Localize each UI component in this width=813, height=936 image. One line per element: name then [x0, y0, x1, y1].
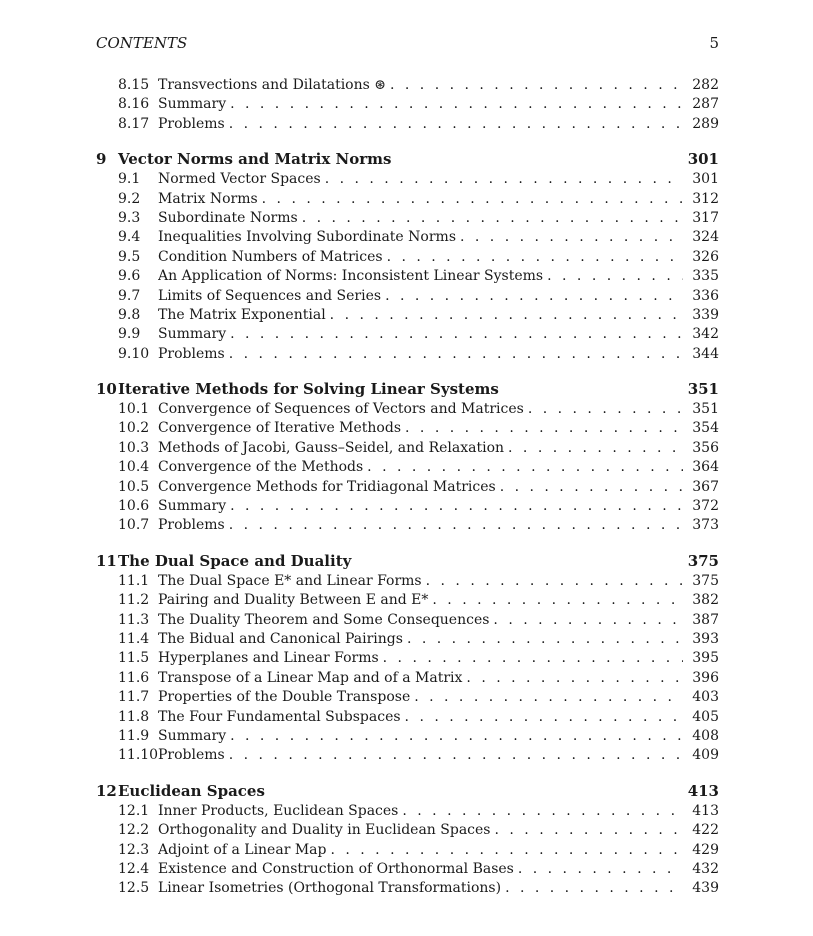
chapter-title: The Dual Space and Duality: [118, 551, 352, 570]
chapter-page: 375: [687, 551, 719, 570]
section-page: 429: [683, 841, 719, 860]
section-number: 11.8: [118, 708, 150, 725]
section-number: 12.2: [118, 822, 150, 839]
section-number: 11.7: [118, 689, 150, 706]
entry-leader-line: [158, 95, 719, 114]
section-page: 422: [683, 821, 719, 840]
toc-chapter: [0, 551, 813, 766]
section-number: 11.9: [118, 727, 150, 744]
section-page: 289: [683, 115, 719, 134]
entry-leader-line: [158, 497, 719, 516]
toc-entry[interactable]: [0, 591, 813, 610]
section-title: Summary: [158, 325, 230, 344]
section-number: 9.2: [118, 190, 141, 207]
toc-entry[interactable]: [0, 458, 813, 477]
toc-entry[interactable]: [0, 516, 813, 535]
dot-leader: [262, 190, 683, 209]
section-title: Convergence of the Methods: [158, 458, 367, 477]
toc-entry[interactable]: [0, 630, 813, 649]
section-number: 9.9: [118, 326, 141, 343]
chapter-title: Euclidean Spaces: [118, 781, 265, 800]
entry-leader-line: [158, 802, 719, 821]
section-page: 339: [683, 306, 719, 325]
entry-leader-line: [158, 478, 719, 497]
entry-leader-line: [158, 746, 719, 765]
dot-leader: [387, 248, 683, 267]
toc-entry[interactable]: [0, 287, 813, 306]
dot-leader: [229, 115, 683, 134]
section-title: Hyperplanes and Linear Forms: [158, 649, 383, 668]
entry-leader-line: [158, 669, 719, 688]
toc-entry[interactable]: [0, 708, 813, 727]
section-page: 393: [683, 630, 719, 649]
entry-leader-line: [158, 190, 719, 209]
dot-leader: [460, 228, 683, 247]
entry-leader-line: [158, 76, 719, 95]
toc-entry[interactable]: [0, 306, 813, 325]
section-number: 11.1: [118, 572, 150, 589]
toc-entry[interactable]: [0, 190, 813, 209]
section-number: 9.6: [118, 268, 141, 285]
section-page: 356: [683, 439, 719, 458]
section-title: Convergence Methods for Tridiagonal Matrices: [158, 478, 500, 497]
chapter-number: 9: [96, 150, 107, 169]
chapter-page: 351: [687, 380, 719, 399]
section-page: 405: [683, 708, 719, 727]
dot-leader: [508, 439, 683, 458]
section-number: 12.3: [118, 841, 150, 858]
dot-leader: [230, 95, 683, 114]
section-title: The Dual Space E* and Linear Forms: [158, 572, 426, 591]
toc-entry[interactable]: [0, 209, 813, 228]
section-page: 282: [683, 76, 719, 95]
section-title: Properties of the Double Transpose: [158, 688, 414, 707]
dot-leader: [493, 611, 683, 630]
toc-entry[interactable]: [0, 170, 813, 189]
section-title: Methods of Jacobi, Gauss–Seidel, and Relaxation: [158, 439, 508, 458]
toc-entry[interactable]: [0, 746, 813, 765]
section-title: Pairing and Duality Between E and E*: [158, 591, 432, 610]
section-number: 8.15: [118, 77, 150, 93]
entry-leader-line: [158, 325, 719, 344]
entry-leader-line: [158, 287, 719, 306]
entry-leader-line: [158, 209, 719, 228]
section-number: 8.17: [118, 115, 150, 132]
section-title: Subordinate Norms: [158, 209, 302, 228]
section-title: Summary: [158, 497, 230, 516]
section-number: 10.7: [118, 517, 150, 534]
toc-chapter: [0, 149, 813, 364]
dot-leader: [414, 688, 683, 707]
section-title: Transvections and Dilatations ⊛: [158, 76, 390, 95]
section-title: Convergence of Iterative Methods: [158, 419, 405, 438]
section-number: 10.2: [118, 420, 150, 437]
section-page: 301: [683, 170, 719, 189]
entry-leader-line: [158, 649, 719, 668]
entry-leader-line: [158, 267, 719, 286]
entry-leader-line: [158, 248, 719, 267]
dot-leader: [518, 860, 683, 879]
section-page: 439: [683, 879, 719, 898]
dot-leader: [385, 287, 683, 306]
entry-leader-line: [158, 821, 719, 840]
toc-entry[interactable]: [0, 325, 813, 344]
entry-leader-line: [158, 419, 719, 438]
entry-leader-line: [158, 228, 719, 247]
section-title: Summary: [158, 95, 230, 114]
entry-leader-line: [158, 727, 719, 746]
entry-leader-line: [158, 879, 719, 898]
section-page: 354: [683, 419, 719, 438]
dot-leader: [495, 821, 684, 840]
section-page: 351: [683, 400, 719, 419]
table-of-contents: [0, 76, 813, 914]
toc-entry[interactable]: [0, 267, 813, 286]
section-page: 395: [683, 649, 719, 668]
section-number: 11.3: [118, 611, 150, 628]
section-title: Problems: [158, 516, 229, 535]
dot-leader: [528, 400, 683, 419]
section-number: 10.5: [118, 478, 150, 495]
section-page: 342: [683, 325, 719, 344]
section-number: 9.4: [118, 229, 141, 246]
dot-leader: [230, 497, 683, 516]
chapter-heading[interactable]: [96, 379, 719, 400]
dot-leader: [330, 841, 683, 860]
section-title: Convergence of Sequences of Vectors and Matrices: [158, 400, 528, 419]
entry-leader-line: [158, 516, 719, 535]
chapter-heading[interactable]: [96, 149, 719, 170]
dot-leader: [230, 727, 683, 746]
dot-leader: [407, 630, 683, 649]
section-number: 12.5: [118, 880, 150, 897]
entry-leader-line: [158, 115, 719, 134]
section-page: 403: [683, 688, 719, 707]
toc-entry[interactable]: [0, 669, 813, 688]
dot-leader: [466, 669, 683, 688]
section-title: Matrix Norms: [158, 190, 262, 209]
section-page: 326: [683, 248, 719, 267]
toc-chapter: [0, 781, 813, 899]
dot-leader: [426, 572, 683, 591]
section-number: 9.1: [118, 171, 141, 188]
entry-leader-line: [158, 400, 719, 419]
entry-leader-line: [158, 611, 719, 630]
section-number: 9.3: [118, 209, 141, 226]
dot-leader: [325, 170, 683, 189]
section-page: 336: [683, 287, 719, 306]
toc-entry[interactable]: [0, 228, 813, 247]
dot-leader: [229, 516, 683, 535]
section-title: Condition Numbers of Matrices: [158, 248, 387, 267]
section-title: Orthogonality and Duality in Euclidean Spaces: [158, 821, 495, 840]
toc-chapter: [0, 379, 813, 536]
dot-leader: [229, 345, 683, 364]
dot-leader: [505, 879, 683, 898]
section-title: The Duality Theorem and Some Consequences: [158, 611, 493, 630]
entry-leader-line: [158, 572, 719, 591]
section-page: 287: [683, 95, 719, 114]
section-page: 382: [683, 591, 719, 610]
section-title: Limits of Sequences and Series: [158, 287, 385, 306]
toc-entry[interactable]: [0, 76, 813, 95]
chapter-number: 10: [96, 380, 117, 399]
dot-leader: [547, 267, 683, 286]
section-title: The Matrix Exponential: [158, 306, 330, 325]
running-header: [96, 34, 719, 54]
section-page: 312: [683, 190, 719, 209]
section-number: 9.5: [118, 248, 141, 265]
section-page: 344: [683, 345, 719, 364]
dot-leader: [432, 591, 683, 610]
section-page: 367: [683, 478, 719, 497]
header-title: CONTENTS: [96, 34, 188, 52]
dot-leader: [405, 708, 683, 727]
section-number: 10.1: [118, 401, 150, 418]
entry-leader-line: [158, 170, 719, 189]
section-page: 364: [683, 458, 719, 477]
toc-entry[interactable]: [0, 345, 813, 364]
section-page: 373: [683, 516, 719, 535]
section-number: 10.3: [118, 439, 150, 456]
section-number: 11.6: [118, 669, 150, 686]
section-title: The Four Fundamental Subspaces: [158, 708, 405, 727]
section-title: Problems: [158, 345, 229, 364]
entry-leader-line: [158, 458, 719, 477]
entry-leader-line: [158, 688, 719, 707]
section-number: 11.4: [118, 630, 150, 647]
entry-leader-line: [158, 591, 719, 610]
section-title: Problems: [158, 115, 229, 134]
section-page: 408: [683, 727, 719, 746]
toc-entry[interactable]: [0, 802, 813, 821]
section-page: 396: [683, 669, 719, 688]
toc-entry[interactable]: [0, 248, 813, 267]
section-number: 11.10: [118, 747, 159, 764]
chapter-page: 301: [687, 150, 719, 169]
toc-entry[interactable]: [0, 727, 813, 746]
toc-entry[interactable]: [0, 115, 813, 134]
dot-leader: [405, 419, 683, 438]
dot-leader: [330, 306, 683, 325]
section-page: 413: [683, 802, 719, 821]
section-page: 387: [683, 611, 719, 630]
toc-entry[interactable]: [0, 478, 813, 497]
entry-leader-line: [158, 439, 719, 458]
section-title: Adjoint of a Linear Map: [158, 841, 330, 860]
section-title: Transpose of a Linear Map and of a Matrix: [158, 669, 466, 688]
dot-leader: [383, 649, 683, 668]
entry-leader-line: [158, 860, 719, 879]
entry-leader-line: [158, 345, 719, 364]
toc-entry[interactable]: [0, 439, 813, 458]
section-page: 372: [683, 497, 719, 516]
page-number: 5: [709, 34, 719, 52]
dot-leader: [302, 209, 683, 228]
section-title: Inequalities Involving Subordinate Norms: [158, 228, 460, 247]
entry-leader-line: [158, 841, 719, 860]
toc-entry[interactable]: [0, 572, 813, 591]
dot-leader: [390, 76, 683, 95]
toc-entry[interactable]: [0, 497, 813, 516]
section-title: Normed Vector Spaces: [158, 170, 325, 189]
toc-entry[interactable]: [0, 879, 813, 898]
section-number: 11.5: [118, 650, 150, 667]
entry-leader-line: [158, 306, 719, 325]
section-title: Existence and Construction of Orthonormal Bases: [158, 860, 518, 879]
dot-leader: [367, 458, 683, 477]
section-number: 9.7: [118, 287, 141, 304]
toc-entry[interactable]: [0, 860, 813, 879]
section-number: 9.10: [118, 345, 150, 362]
chapter-heading[interactable]: [96, 551, 719, 572]
chapter-heading[interactable]: [96, 781, 719, 802]
dot-leader: [402, 802, 683, 821]
section-page: 317: [683, 209, 719, 228]
toc-entry[interactable]: [0, 419, 813, 438]
section-number: 9.8: [118, 306, 141, 323]
toc-entry[interactable]: [0, 688, 813, 707]
section-title: Problems: [158, 746, 229, 765]
dot-leader: [500, 478, 683, 497]
section-number: 10.4: [118, 459, 150, 476]
chapter-number: 12: [96, 781, 117, 800]
entry-leader-line: [158, 630, 719, 649]
toc-entry[interactable]: [0, 611, 813, 630]
section-title: Inner Products, Euclidean Spaces: [158, 802, 402, 821]
section-title: Summary: [158, 727, 230, 746]
section-title: An Application of Norms: Inconsistent Linear Systems: [158, 267, 547, 286]
section-page: 335: [683, 267, 719, 286]
section-page: 432: [683, 860, 719, 879]
section-page: 324: [683, 228, 719, 247]
section-title: Linear Isometries (Orthogonal Transformations): [158, 879, 505, 898]
section-page: 375: [683, 572, 719, 591]
chapter-title: Vector Norms and Matrix Norms: [118, 150, 392, 169]
section-title: The Bidual and Canonical Pairings: [158, 630, 407, 649]
section-number: 12.1: [118, 802, 150, 819]
chapter-page: 413: [687, 781, 719, 800]
section-number: 8.16: [118, 96, 150, 113]
section-page: 409: [683, 746, 719, 765]
chapter-title: Iterative Methods for Solving Linear Systems: [118, 380, 499, 399]
toc-entry[interactable]: [0, 649, 813, 668]
section-number: 11.2: [118, 592, 150, 609]
toc-chapter: [0, 76, 813, 134]
section-number: 10.6: [118, 498, 150, 515]
section-number: 12.4: [118, 860, 150, 877]
toc-entry[interactable]: [0, 821, 813, 840]
dot-leader: [229, 746, 683, 765]
toc-entry[interactable]: [0, 400, 813, 419]
toc-entry[interactable]: [0, 95, 813, 114]
dot-leader: [230, 325, 683, 344]
chapter-number: 11: [96, 551, 117, 570]
entry-leader-line: [158, 708, 719, 727]
toc-entry[interactable]: [0, 841, 813, 860]
